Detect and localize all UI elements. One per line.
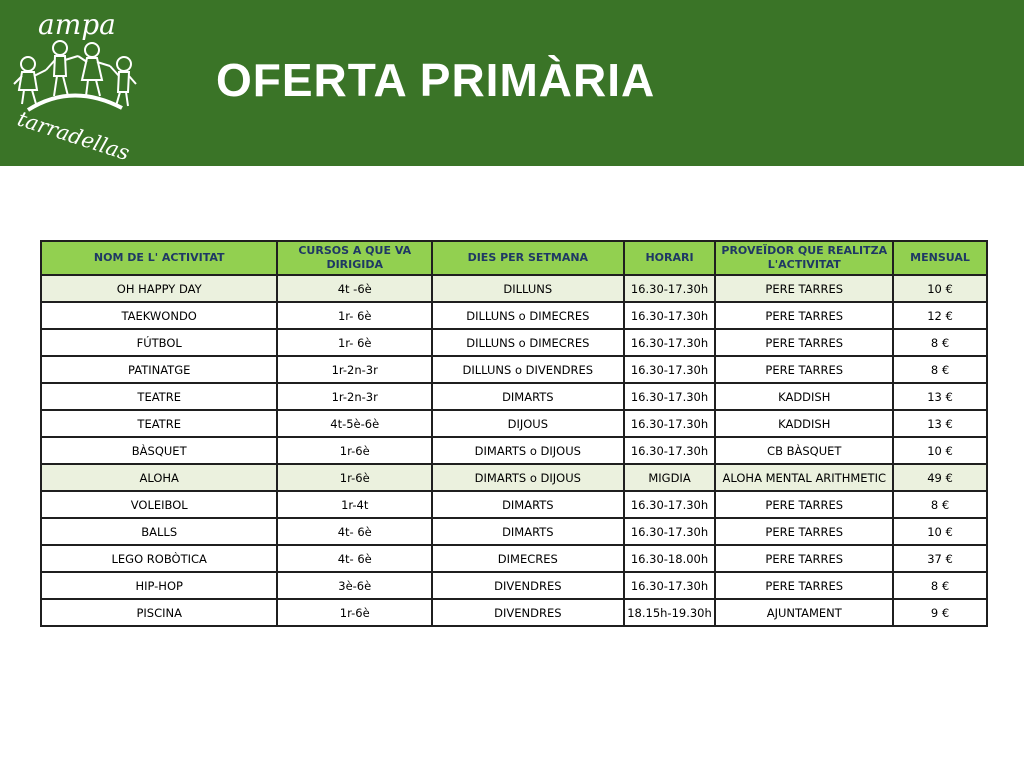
cell-schedule: 16.30-17.30h xyxy=(624,356,716,383)
cell-activity: PISCINA xyxy=(41,599,277,626)
table-row xyxy=(41,329,987,356)
cell-provider: ALOHA MENTAL ARITHMETIC xyxy=(715,464,893,491)
cell-provider: PERE TARRES xyxy=(715,275,893,302)
page-title: OFERTA PRIMÀRIA xyxy=(216,54,656,106)
cell-monthly: 8 € xyxy=(893,491,987,518)
cell-activity: TEATRE xyxy=(41,383,277,410)
table-row xyxy=(41,275,987,302)
cell-provider: PERE TARRES xyxy=(715,356,893,383)
column-header-provider: PROVEÏDOR QUE REALITZA L'ACTIVITAT xyxy=(715,241,893,275)
cell-days: DIMECRES xyxy=(432,545,624,572)
cell-schedule: 16.30-17.30h xyxy=(624,383,716,410)
cell-monthly: 49 € xyxy=(893,464,987,491)
cell-activity: PATINATGE xyxy=(41,356,277,383)
cell-monthly: 13 € xyxy=(893,410,987,437)
logo-text-bottom: tarradellas xyxy=(14,106,133,166)
table-row xyxy=(41,572,987,599)
cell-days: DIMARTS o DIJOUS xyxy=(432,464,624,491)
table-row xyxy=(41,410,987,437)
cell-activity: FÚTBOL xyxy=(41,329,277,356)
cell-courses: 4t- 6è xyxy=(277,545,432,572)
cell-monthly: 12 € xyxy=(893,302,987,329)
table-row xyxy=(41,356,987,383)
column-header-monthly: MENSUAL xyxy=(893,241,987,275)
cell-activity: TEATRE xyxy=(41,410,277,437)
column-header-schedule: HORARI xyxy=(624,241,716,275)
cell-days: DILLUNS xyxy=(432,275,624,302)
cell-activity: TAEKWONDO xyxy=(41,302,277,329)
column-header-activity: NOM DE L' ACTIVITAT xyxy=(41,241,277,275)
cell-activity: OH HAPPY DAY xyxy=(41,275,277,302)
column-header-days: DIES PER SETMANA xyxy=(432,241,624,275)
cell-schedule: 16.30-17.30h xyxy=(624,491,716,518)
cell-schedule: 16.30-17.30h xyxy=(624,275,716,302)
cell-courses: 1r-6è xyxy=(277,599,432,626)
cell-provider: PERE TARRES xyxy=(715,518,893,545)
table-row xyxy=(41,518,987,545)
cell-activity: BALLS xyxy=(41,518,277,545)
table-row xyxy=(41,383,987,410)
column-header-courses: CURSOS A QUE VA DIRIGIDA xyxy=(277,241,432,275)
table-row xyxy=(41,302,987,329)
cell-days: DILLUNS o DIVENDRES xyxy=(432,356,624,383)
cell-schedule: 16.30-17.30h xyxy=(624,302,716,329)
cell-activity: BÀSQUET xyxy=(41,437,277,464)
cell-courses: 4t -6è xyxy=(277,275,432,302)
cell-days: DIMARTS o DIJOUS xyxy=(432,437,624,464)
cell-monthly: 8 € xyxy=(893,329,987,356)
cell-schedule: 16.30-17.30h xyxy=(624,518,716,545)
cell-provider: PERE TARRES xyxy=(715,329,893,356)
cell-monthly: 10 € xyxy=(893,437,987,464)
cell-monthly: 37 € xyxy=(893,545,987,572)
logo-text-top: ampa xyxy=(38,8,116,41)
table-row xyxy=(41,464,987,491)
cell-provider: KADDISH xyxy=(715,410,893,437)
cell-provider: PERE TARRES xyxy=(715,302,893,329)
cell-provider: PERE TARRES xyxy=(715,491,893,518)
cell-activity: LEGO ROBÒTICA xyxy=(41,545,277,572)
ampa-logo xyxy=(0,0,154,166)
cell-days: DIMARTS xyxy=(432,518,624,545)
header-banner xyxy=(0,0,1024,166)
table-row xyxy=(41,545,987,572)
cell-schedule: 18.15h-19.30h xyxy=(624,599,716,626)
cell-provider: PERE TARRES xyxy=(715,572,893,599)
cell-monthly: 10 € xyxy=(893,518,987,545)
table-row xyxy=(41,491,987,518)
cell-monthly: 8 € xyxy=(893,572,987,599)
cell-activity: ALOHA xyxy=(41,464,277,491)
cell-courses: 1r-2n-3r xyxy=(277,383,432,410)
cell-schedule: 16.30-17.30h xyxy=(624,410,716,437)
cell-courses: 3è-6è xyxy=(277,572,432,599)
cell-schedule: 16.30-17.30h xyxy=(624,572,716,599)
cell-schedule: 16.30-17.30h xyxy=(624,329,716,356)
cell-provider: KADDISH xyxy=(715,383,893,410)
cell-provider: CB BÀSQUET xyxy=(715,437,893,464)
cell-courses: 4t- 6è xyxy=(277,518,432,545)
cell-activity: VOLEIBOL xyxy=(41,491,277,518)
cell-courses: 1r-6è xyxy=(277,437,432,464)
cell-courses: 1r- 6è xyxy=(277,302,432,329)
cell-courses: 4t-5è-6è xyxy=(277,410,432,437)
cell-days: DILLUNS o DIMECRES xyxy=(432,302,624,329)
table-row xyxy=(41,599,987,626)
cell-courses: 1r-2n-3r xyxy=(277,356,432,383)
cell-schedule: 16.30-18.00h xyxy=(624,545,716,572)
cell-schedule: 16.30-17.30h xyxy=(624,437,716,464)
cell-monthly: 10 € xyxy=(893,275,987,302)
cell-days: DIVENDRES xyxy=(432,599,624,626)
cell-schedule: MIGDIA xyxy=(624,464,716,491)
cell-courses: 1r-6è xyxy=(277,464,432,491)
cell-monthly: 13 € xyxy=(893,383,987,410)
cell-days: DIJOUS xyxy=(432,410,624,437)
cell-courses: 1r-4t xyxy=(277,491,432,518)
activities-table xyxy=(40,240,988,627)
cell-days: DIMARTS xyxy=(432,383,624,410)
cell-provider: AJUNTAMENT xyxy=(715,599,893,626)
cell-courses: 1r- 6è xyxy=(277,329,432,356)
cell-provider: PERE TARRES xyxy=(715,545,893,572)
cell-monthly: 9 € xyxy=(893,599,987,626)
cell-days: DIVENDRES xyxy=(432,572,624,599)
table-row xyxy=(41,437,987,464)
cell-days: DIMARTS xyxy=(432,491,624,518)
cell-days: DILLUNS o DIMECRES xyxy=(432,329,624,356)
table-header-row xyxy=(41,241,987,275)
cell-monthly: 8 € xyxy=(893,356,987,383)
cell-activity: HIP-HOP xyxy=(41,572,277,599)
